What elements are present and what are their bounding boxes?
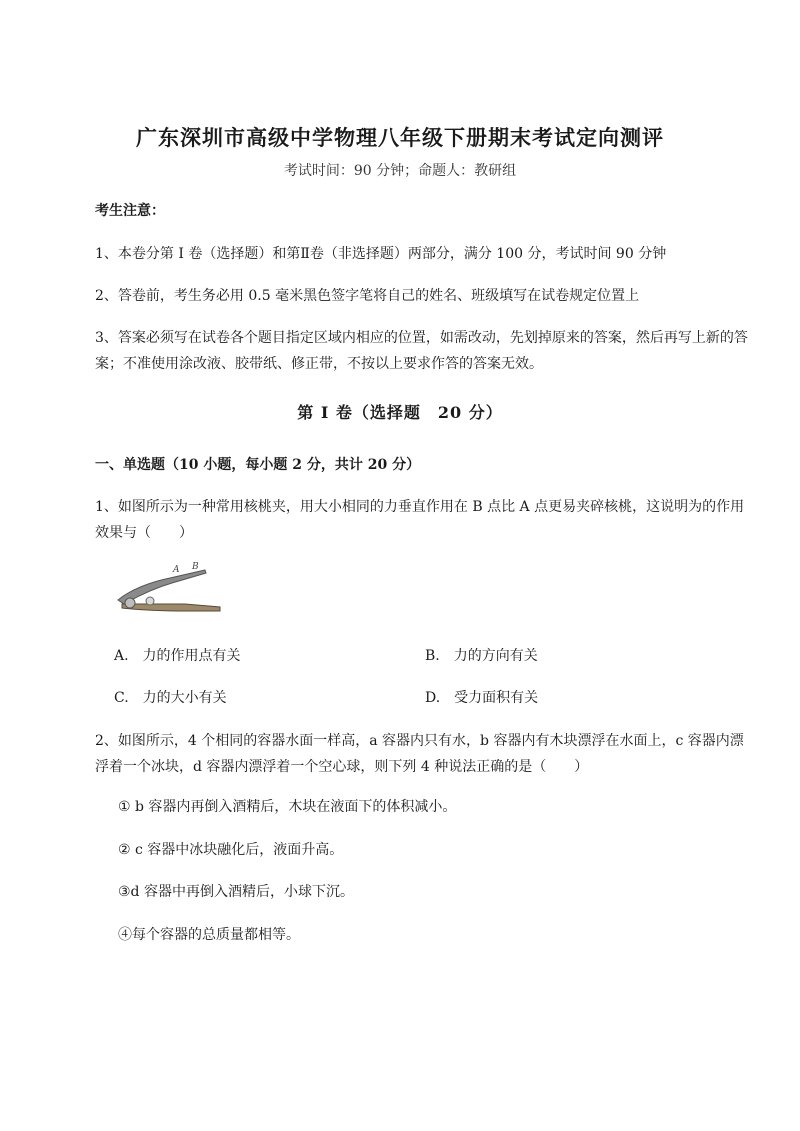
part-heading: 一、单选题（10 小题，每小题 2 分，共计 20 分）	[95, 457, 421, 473]
q2-statement-1: ① b 容器内再倒入酒精后，木块在液面下的体积减小。	[118, 799, 457, 815]
q2-statement-4: ④每个容器的总质量都相等。	[118, 927, 300, 943]
figure-label-b: B	[192, 562, 199, 572]
section-title: 第 I 卷（选择题 20 分）	[297, 403, 503, 422]
question-1-stem: 1、如图所示为一种常用核桃夹，用大小相同的力垂直作用在 B 点比 A 点更易夹碎核桃，这说明为的作用效果与（ ）	[95, 499, 745, 541]
q1-option-d[interactable]: D. 受力面积有关	[425, 690, 539, 706]
notice-2: 2、答卷前，考生务必用 0.5 毫米黑色签字笔将自己的姓名、班级填写在试卷规定位置上	[95, 288, 640, 304]
nutcracker-figure	[110, 560, 230, 620]
q1-option-c[interactable]: C. 力的大小有关	[114, 690, 227, 706]
q2-statement-3: ③d 容器中再倒入酒精后，小球下沉。	[118, 884, 354, 900]
notice-3: 3、答案必须写在试卷各个题目指定区域内相应的位置，如需改动，先划掉原来的答案，然后再写上新的答案；不准使用涂改液、胶带纸、修正带，不按以上要求作答的答案无效。	[95, 330, 748, 372]
page-title: 广东深圳市高级中学物理八年级下册期末考试定向测评	[136, 125, 664, 150]
q2-statement-2: ② c 容器中冰块融化后，液面升高。	[118, 842, 344, 858]
q1-option-b[interactable]: B. 力的方向有关	[425, 648, 538, 664]
q1-option-a[interactable]: A. 力的作用点有关	[114, 648, 241, 664]
question-2-stem: 2、如图所示，4 个相同的容器水面一样高，a 容器内只有水，b 容器内有木块漂浮在水面上，c 容器内漂浮着一个冰块，d 容器内漂浮着一个空心球，则下列 4 种说法正确的是（ ）	[95, 733, 744, 775]
figure-label-a: A	[173, 565, 180, 575]
page-subtitle: 考试时间：90 分钟；命题人：教研组	[283, 163, 517, 179]
notice-heading: 考生注意：	[95, 203, 165, 219]
notice-1: 1、本卷分第 I 卷（选择题）和第Ⅱ卷（非选择题）两部分，满分 100 分，考试时间 90 分钟	[95, 246, 667, 262]
